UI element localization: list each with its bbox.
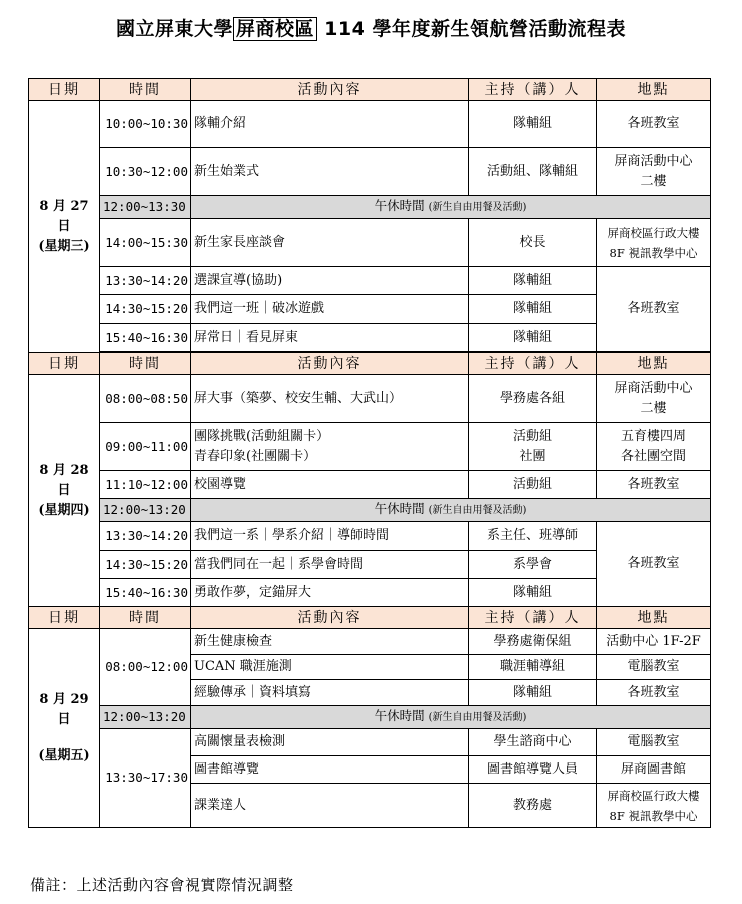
header-row — [29, 353, 711, 375]
header-location: 地點 — [597, 353, 711, 375]
host-cell: 活動組 社團 — [469, 423, 597, 471]
host-cell: 學務處各組 — [469, 375, 597, 423]
table-row — [29, 423, 711, 471]
lunch-cell: 午休時間 (新生自由用餐及活動) — [191, 499, 711, 522]
host-cell: 圖書館導覽人員 — [469, 756, 597, 784]
header-time: 時間 — [100, 607, 191, 629]
location-cell: 電腦教室 — [597, 655, 711, 680]
header-activity: 活動內容 — [191, 353, 469, 375]
host-cell: 校長 — [469, 219, 597, 267]
lunch-row — [29, 499, 711, 522]
location-cell: 活動中心 1F-2F — [597, 629, 711, 655]
time-cell: 13:30~14:20 — [100, 267, 191, 295]
activity-cell: 當我們同在一起｜系學會時間 — [191, 551, 469, 579]
time-cell: 09:00~11:00 — [100, 423, 191, 471]
location-cell: 各班教室 — [597, 471, 711, 499]
host-cell: 教務處 — [469, 784, 597, 828]
time-cell: 13:30~14:20 — [100, 522, 191, 551]
time-cell: 14:00~15:30 — [100, 219, 191, 267]
table-row — [29, 522, 711, 551]
location-cell: 各班教室 — [597, 267, 711, 352]
header-location: 地點 — [597, 79, 711, 101]
activity-cell: 新生健康檢查 — [191, 629, 469, 655]
activity-cell: 經驗傳承｜資料填寫 — [191, 680, 469, 706]
time-cell: 12:00~13:20 — [100, 499, 191, 522]
time-cell: 08:00~08:50 — [100, 375, 191, 423]
day2-date: 8 月 28 日 — [39, 462, 89, 498]
lunch-cell: 午休時間 (新生自由用餐及活動) — [191, 196, 711, 219]
location-cell: 屏商活動中心 二樓 — [597, 375, 711, 423]
location-cell: 各班教室 — [597, 680, 711, 706]
activity-cell: 選課宣導(協助) — [191, 267, 469, 295]
lunch-row — [29, 196, 711, 219]
host-cell: 活動組 — [469, 471, 597, 499]
table-row — [29, 729, 711, 756]
time-cell: 10:00~10:30 — [100, 101, 191, 148]
host-cell: 學務處衛保組 — [469, 629, 597, 655]
header-date: 日期 — [29, 79, 100, 101]
title-suffix: 114 學年度新生領航營活動流程表 — [317, 18, 626, 40]
time-cell: 15:40~16:30 — [100, 324, 191, 352]
time-cell: 14:30~15:20 — [100, 295, 191, 324]
host-cell: 隊輔組 — [469, 680, 597, 706]
table-row — [29, 101, 711, 148]
day2-weekday: (星期四) — [38, 502, 90, 518]
location-cell: 各班教室 — [597, 101, 711, 148]
time-cell: 12:00~13:20 — [100, 706, 191, 729]
table-row — [29, 375, 711, 423]
activity-cell: 團隊挑戰(活動組關卡） 青春印象(社團關卡） — [191, 423, 469, 471]
host-cell: 學生諮商中心 — [469, 729, 597, 756]
location-cell: 屏商校區行政大樓 8F 視訊教學中心 — [597, 784, 711, 828]
location-cell: 屏商圖書館 — [597, 756, 711, 784]
time-cell: 12:00~13:30 — [100, 196, 191, 219]
table-row — [29, 629, 711, 655]
activity-cell: 圖書館導覽 — [191, 756, 469, 784]
title-campus-boxed: 屏商校區 — [233, 17, 317, 41]
lunch-row — [29, 706, 711, 729]
activity-cell: 高關懷量表檢測 — [191, 729, 469, 756]
location-cell: 屏商活動中心 二樓 — [597, 148, 711, 196]
activity-cell: 我們這一班｜破冰遊戲 — [191, 295, 469, 324]
header-time: 時間 — [100, 79, 191, 101]
host-cell: 系學會 — [469, 551, 597, 579]
day1-date: 8 月 27 日 — [39, 198, 89, 234]
header-host: 主持（講）人 — [469, 353, 597, 375]
day1-date-cell — [29, 101, 100, 353]
lunch-cell: 午休時間 (新生自由用餐及活動) — [191, 706, 711, 729]
host-cell: 活動組、隊輔組 — [469, 148, 597, 196]
page-title — [0, 14, 742, 41]
header-activity: 活動內容 — [191, 607, 469, 629]
activity-cell: 屏大事（築夢、校安生輔、大武山） — [191, 375, 469, 423]
activity-cell: 隊輔介紹 — [191, 101, 469, 148]
header-time: 時間 — [100, 353, 191, 375]
title-prefix: 國立屏東大學 — [116, 18, 234, 40]
table-row — [29, 148, 711, 196]
location-cell: 電腦教室 — [597, 729, 711, 756]
host-cell: 隊輔組 — [469, 579, 597, 607]
time-cell: 14:30~15:20 — [100, 551, 191, 579]
header-date: 日期 — [29, 607, 100, 629]
footer-note: 備註：上述活動內容會視實際情況調整 — [30, 876, 294, 894]
location-cell: 屏商校區行政大樓 8F 視訊教學中心 — [597, 219, 711, 267]
header-host: 主持（講）人 — [469, 79, 597, 101]
activity-cell: 新生始業式 — [191, 148, 469, 196]
header-location: 地點 — [597, 607, 711, 629]
day2-date-cell — [29, 375, 100, 607]
host-cell: 隊輔組 — [469, 101, 597, 148]
header-date: 日期 — [29, 353, 100, 375]
activity-cell: 我們這一系｜學系介紹｜導師時間 — [191, 522, 469, 551]
host-cell: 職涯輔導組 — [469, 655, 597, 680]
activity-cell: 校園導覽 — [191, 471, 469, 499]
time-cell: 10:30~12:00 — [100, 148, 191, 196]
time-cell: 15:40~16:30 — [100, 579, 191, 607]
host-cell: 隊輔組 — [469, 324, 597, 352]
host-cell: 系主任、班導師 — [469, 522, 597, 551]
activity-cell: 新生家長座談會 — [191, 219, 469, 267]
header-host: 主持（講）人 — [469, 607, 597, 629]
activity-cell: 屏常日｜看見屏東 — [191, 324, 469, 352]
time-cell: 08:00~12:00 — [100, 629, 191, 706]
table-row — [29, 267, 711, 295]
host-cell: 隊輔組 — [469, 295, 597, 324]
day1-weekday: (星期三) — [38, 238, 90, 254]
activity-cell: 勇敢作夢，定錨屏大 — [191, 579, 469, 607]
table-row — [29, 471, 711, 499]
time-cell: 11:10~12:00 — [100, 471, 191, 499]
day3-weekday: (星期五) — [38, 748, 90, 763]
header-activity: 活動內容 — [191, 79, 469, 101]
location-cell: 各班教室 — [597, 522, 711, 607]
time-cell: 13:30~17:30 — [100, 729, 191, 828]
day3-date: 8 月 29 日 — [39, 692, 89, 727]
table-row — [29, 219, 711, 267]
schedule-table — [28, 78, 711, 828]
activity-cell: UCAN 職涯施測 — [191, 655, 469, 680]
host-cell: 隊輔組 — [469, 267, 597, 295]
header-row — [29, 79, 711, 101]
header-row — [29, 607, 711, 629]
location-cell: 五育樓四周 各社團空間 — [597, 423, 711, 471]
day3-date-cell — [29, 629, 100, 828]
activity-cell: 課業達人 — [191, 784, 469, 828]
